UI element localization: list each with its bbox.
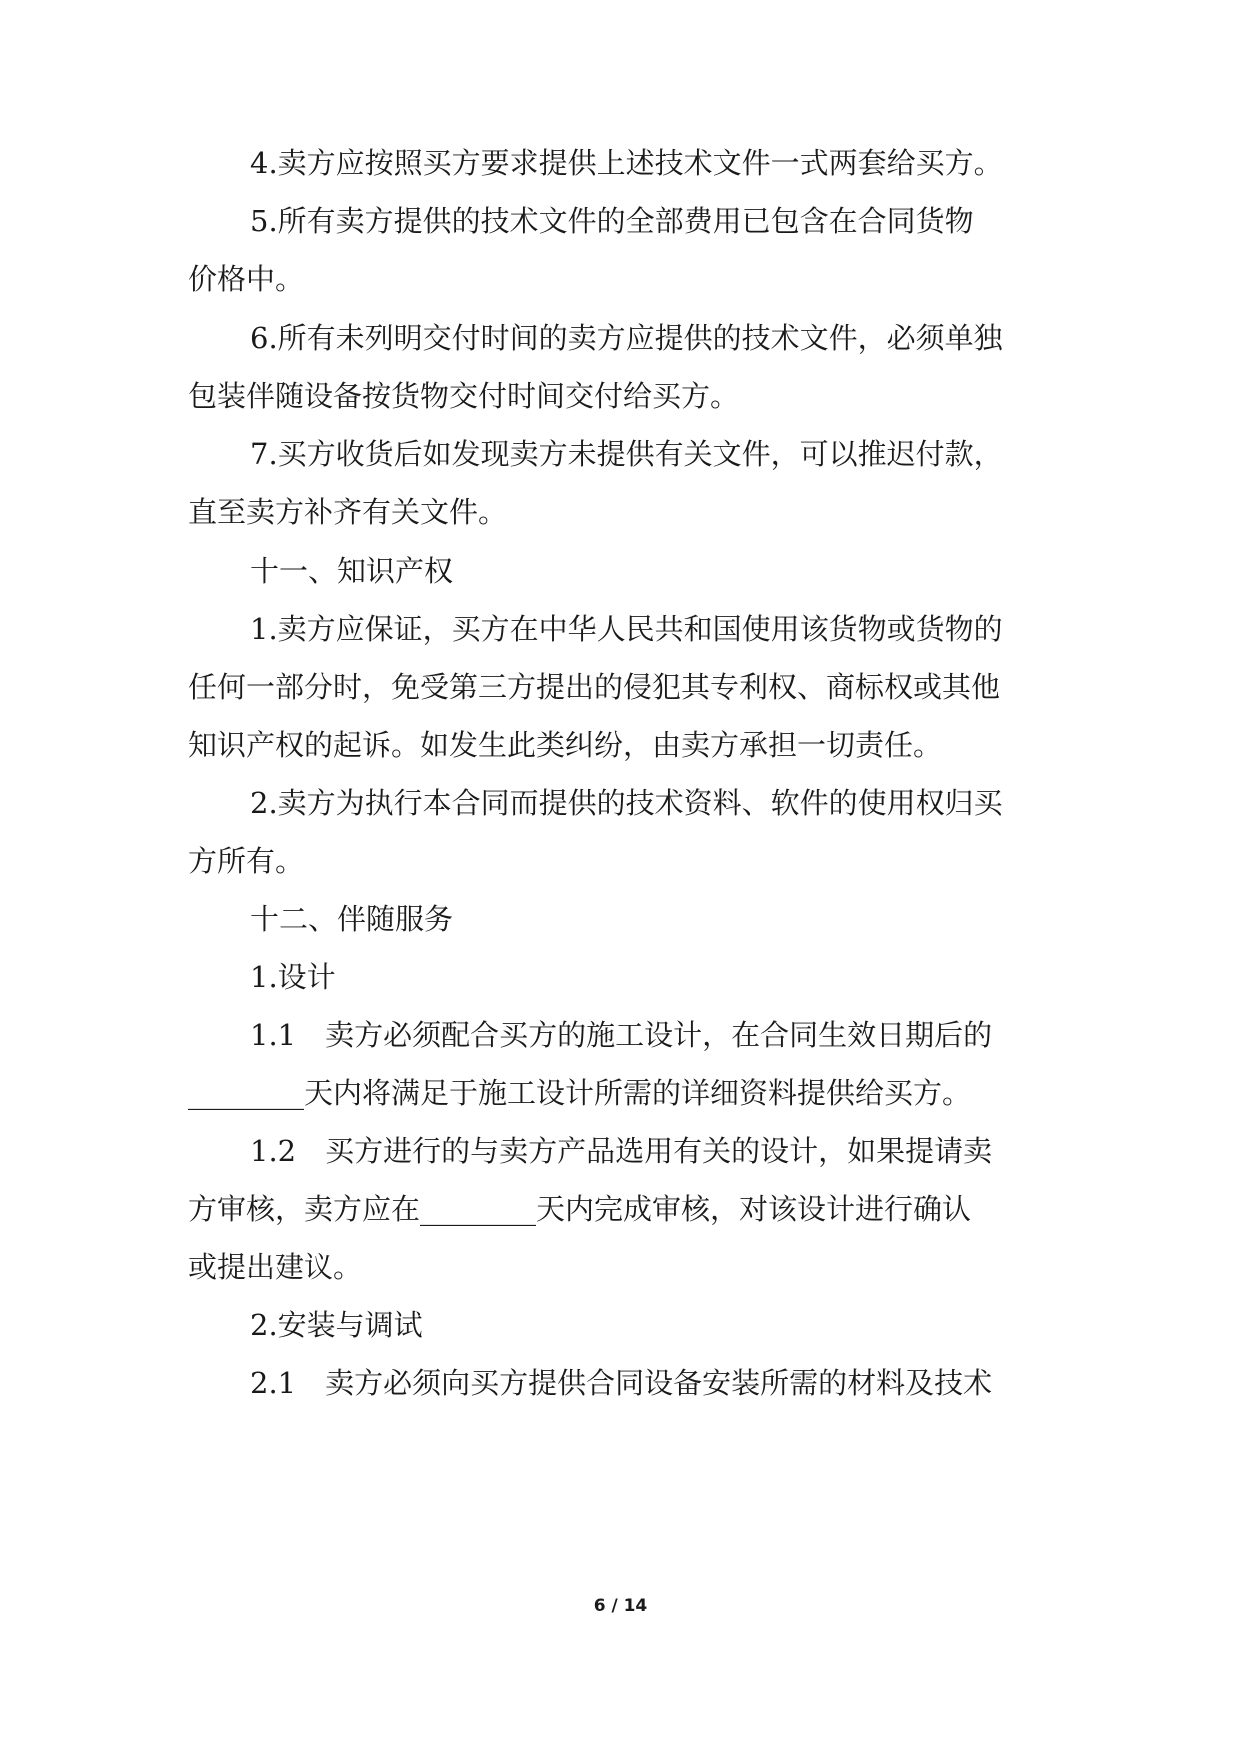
paragraph-line: 5.所有卖方提供的技术文件的全部费用已包含在合同货物 [250,204,974,238]
paragraph-line: 直至卖方补齐有关文件。 [188,495,508,529]
paragraph-line: 2.卖方为执行本合同而提供的技术资料、软件的使用权归买 [250,786,1003,820]
page-number: 6 / 14 [593,1596,648,1616]
paragraph-line: 4.卖方应按照买方要求提供上述技术文件一式两套给买方。 [250,146,1003,180]
paragraph-line: 6.所有未列明交付时间的卖方应提供的技术文件，必须单独 [250,321,1003,355]
subsection-heading: 1.设计 [250,960,336,994]
paragraph-line: 方审核，卖方应在________天内完成审核，对该设计进行确认 [188,1192,972,1226]
subsection-heading: 2.安装与调试 [250,1308,423,1342]
paragraph-line: 7.买方收货后如发现卖方未提供有关文件，可以推迟付款， [250,437,1003,471]
section-heading: 十一、知识产权 [250,554,454,588]
paragraph-line: 包装伴随设备按货物交付时间交付给买方。 [188,379,740,413]
paragraph-line: 价格中。 [188,262,305,296]
paragraph-line: ________天内将满足于施工设计所需的详细资料提供给买方。 [188,1076,972,1110]
paragraph-line: 1.1 卖方必须配合买方的施工设计，在合同生效日期后的 [250,1018,993,1052]
paragraph-line: 或提出建议。 [188,1250,363,1284]
paragraph-line: 2.1 卖方必须向买方提供合同设备安装所需的材料及技术 [250,1366,993,1400]
paragraph-line: 任何一部分时，免受第三方提出的侵犯其专利权、商标权或其他 [188,670,1001,704]
paragraph-line: 知识产权的起诉。如发生此类纠纷，由卖方承担一切责任。 [188,728,943,762]
paragraph-line: 1.卖方应保证，买方在中华人民共和国使用该货物或货物的 [250,612,1003,646]
paragraph-line: 1.2 买方进行的与卖方产品选用有关的设计，如果提请卖 [250,1134,993,1168]
section-heading: 十二、伴随服务 [250,902,454,936]
paragraph-line: 方所有。 [188,844,305,878]
